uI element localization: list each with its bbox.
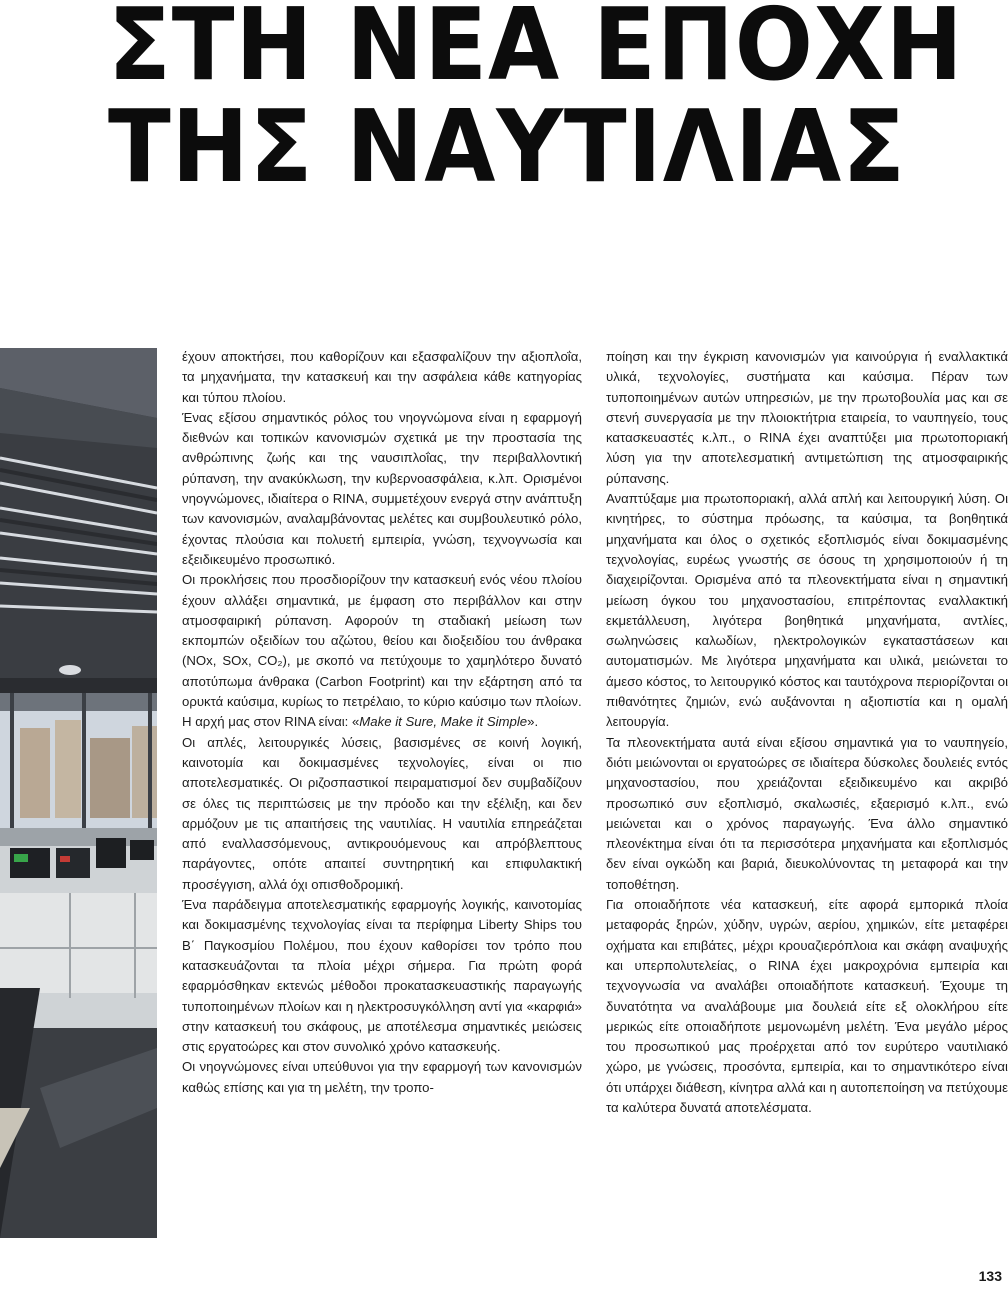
paragraph: Αναπτύξαμε μια πρωτοποριακή, αλλά απλή και λειτουργική λύση. Οι κινητήρες, το σύστημα πρόωσης, τα καύσιμα, τα βοηθητικά μηχανήματα και όλος ο σχετικός εξοπλισμός είναι δοκιμασμένης τεχνολογίας, ευρέως γνωστής σε όσους τη χρησιμοποιούν ή τη διαχειρίζονται. Ορισμένα από τα πλεονεκτήματα είναι η σημαντική μείωση όγκου του μηχανοστασίου, επιτρέποντας εναλλακτική εκμετάλλευση, λιγότερα βοηθητικά μηχανήματα, αντλίες, σωληνώσεις καλωδίων, ηλεκτρολογικών εγκαταστάσεων και αυτοματισμών. Με λιγότερα μηχανήματα και υλικά, μειώνεται το άμεσο κόστος, το λειτουργικό κόστος και ταυτόχρονα περιορίζονται οι πιθανότητες ζημιών, ενώ αυξάνονται η αξιοπιστία και η ομαλή λειτουργία. [606, 491, 1008, 730]
headline-line-2: ΤΗΣ ΝΑΥΤΙΛΙΑΣ [108, 88, 906, 205]
paragraph: Τα πλεονεκτήματα αυτά είναι εξίσου σημαντικά για το ναυπηγείο, διότι μειώνονται οι εργατοώρες σε ιδιαίτερα δύσκολες δουλειές εντός μηχανοστασίου, που χρειάζονται εξειδικευμένο και ακριβό προσωπικό συν εξοπλισμό, σκαλωσιές, εξαερισμό κ.λπ., ενώ μειώνεται και ο χρόνος παραγωγής. Ένα άλλο σημαντικό πλεονέκτημα είναι ότι τα περισσότερα μηχανήματα και εξοπλισμός δεν είναι ογκώδη και βαριά, διευκολύνοντας τη μεταφορά και την τοποθέτηση. [606, 734, 1008, 892]
paragraph: Οι απλές, λειτουργικές λύσεις, βασισμένες σε κοινή λογική, καινοτομία και δοκιμασμένες τεχνολογίες, είναι οι πιο αποτελεσματικές. Οι ριζοσπαστικοί πειραματισμοί δεν συμβαδίζουν σε όλες τις περιπτώσεις με την πρόοδο και την εξέλιξη, και δεν αρμόζουν με τις απαιτήσεις της ναυτιλίας. Η ναυτιλία επηρεάζεται από εναλλασσόμενους, αντικρουόμενους και απρόβλεπτους παράγοντες, οπότε απαιτεί συντηρητική και επιφυλακτική προσέγγιση, αλλά όχι οπισθοδρομική. [182, 734, 582, 892]
paragraph: έχουν αποκτήσει, που καθορίζουν και εξασφαλίζουν την αξιοπλοΐα, τα μηχανήματα, την κατασκευή και την ασφάλεια κάθε κατηγορίας και τύπου πλοίου. [182, 349, 582, 405]
ship-bridge-photo [0, 348, 157, 1238]
headline [108, 0, 964, 205]
article-column-2 [606, 347, 1008, 1118]
motto-text: Make it Sure, Make it Simple [359, 714, 528, 730]
motto-close: ». [527, 714, 539, 730]
paragraph: Οι προκλήσεις που προσδιορίζουν την κατασκευή ενός νέου πλοίου έχουν αλλάξει σημαντικά, με έμφαση στο περιβάλλον και στην ατμοσφαιρική ρύπανση. Αφορούν τη σταδιακή μείωση των εκπομπών οξειδίων του αζώτου, θείου και διοξειδίου του άνθρακα (NOx, SOx, CO₂), με σκοπό να πετύχουμε το χαμηλότερο δυνατό αποτύπωμα άνθρακα (Carbon Footprint) και την εξάρτηση από τα ορυκτά καύσιμα, κυρίως το πετρέλαιο, το κύριο καύσιμο των πλοίων. [182, 572, 582, 710]
motto-intro: Η αρχή μας στον RINA είναι: « [182, 714, 360, 730]
paragraph: Ένας εξίσου σημαντικός ρόλος του νηογνώμονα είναι η εφαρμογή διεθνών και τοπικών κανονισμών σχετικά με την προστασία της ανθρώπινης ζωής και της ναυσιπλοΐας, την περιβαλλοντική ρύπανση, την ανακύκλωση, την κυβερνοασφάλεια, κ.λπ. Ορισμένοι νηογνώμονες, ιδιαίτερα ο RINA, συμμετέχουν ενεργά στην ανάπτυξη των κανονισμών, αναλαμβάνοντας μελέτες και συμβουλευτικό ρόλο, έχοντας πλούσια και πολυετή εμπειρία, γνώση, τεχνογνωσία και εξειδικευμένο προσωπικό. [182, 409, 582, 567]
paragraph: ποίηση και την έγκριση κανονισμών για καινούργια ή εναλλακτικά υλικά, τεχνολογίες, συστήματα και καύσιμα. Πέραν των τυποποιημένων αυτών υπηρεσιών, με την πρωτοβουλία μας και σε στενή συνεργασία με την πλοιοκτήτρια εταιρεία, το ναυπηγείο, τους κατασκευαστές κ.λπ., ο RINA έχει αναπτύξει μια πρωτοποριακή λύση για την αποτελεσματική αντιμετώπιση της ατμοσφαιρικής ρύπανσης. [606, 349, 1008, 486]
article-column-1 [182, 347, 582, 1098]
headline-line-1: ΣΤΗ ΝΕΑ ΕΠΟΧΗ [108, 0, 964, 103]
paragraph: Οι νηογνώμονες είναι υπεύθυνοι για την εφαρμογή των κανονισμών καθώς επίσης και για τη μελέτη, την τροπο- [182, 1059, 582, 1095]
motto-paragraph [182, 712, 582, 732]
paragraph: Για οποιαδήποτε νέα κατασκευή, είτε αφορά εμπορικά πλοία μεταφοράς ξηρών, χύδην, υγρών, αερίου, χημικών, είτε μεταφέρει οχήματα και επιβάτες, μέχρι κρουαζιερόπλοια και σκάφη αναψυχής και υπερπολυτελείας, ο RINA έχει μακροχρόνια εμπειρία και τεχνογνωσία να αναλάβει οποιαδήποτε κατασκευή. Έχουμε τη δυνατότητα να αναλάβουμε μια δουλειά είτε εξ ολοκλήρου είτε μερικώς είτε οποιαδήποτε μεμονωμένη μελέτη. Ένα μεγάλο μέρος του προσωπικού μας προέρχεται από τον ευρύτερο ναυτιλιακό χώρο, με γνώσεις, προσόντα, εμπειρία, και το σημαντικότερο είναι ότι υπάρχει διάθεση, κίνητρα αλλά και η αυτοπεποίηση να πετύχουμε τα καλύτερα δυνατά αποτελέσματα. [606, 897, 1008, 1115]
page-number: 133 [978, 1268, 1002, 1284]
paragraph: Ένα παράδειγμα αποτελεσματικής εφαρμογής λογικής, καινοτομίας και δοκιμασμένης τεχνολογίας είναι τα περίφημα Liberty Ships του Β΄ Παγκοσμίου Πολέμου, που έχουν καθορίσει τον τρόπο που κατασκευάζονται τα πλοία μέχρι σήμερα. Για πρώτη φορά εφαρμόσθηκαν εκτενώς μέθοδοι προκατασκευαστικής παραγωγής τυποποιημένων πλοίων και η ηλεκτροσυγκόλληση αντί για «καρφιά» στην κατασκευή του σκάφους, με αποτέλεσμα σημαντικές μειώσεις στις εργατοώρες και στον συνολικό χρόνο κατασκευής. [182, 897, 582, 1055]
